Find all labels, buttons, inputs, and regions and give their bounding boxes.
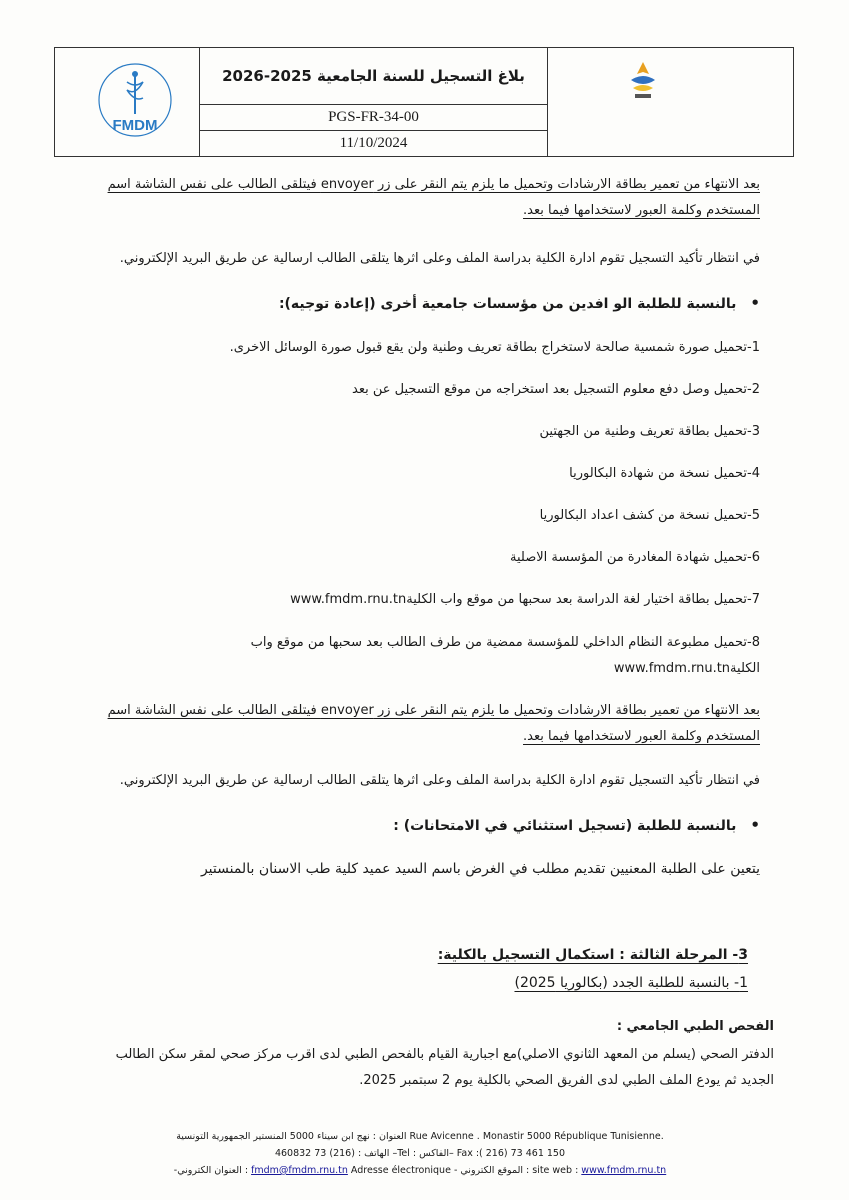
section-heading-exceptional: • بالنسبة للطلبة (تسجيل استثنائي في الامتحانات) : (70, 812, 760, 839)
confirmation-paragraph: في انتظار تأكيد التسجيل تقوم ادارة الكلية بدراسة الملف وعلى اثرها يتلقى الطالب ارسالية عن طريق البريد الإلكتروني. (119, 773, 760, 788)
list-item: 6-تحميل شهادة المغادرة من المؤسسة الاصلية (510, 550, 760, 565)
instruction-line: بعد الانتهاء من تعمير بطاقة الارشادات وتحميل ما يلزم يتم النقر على زر envoyer فيتلقى الطالب على نفس الشاشة اسم (107, 177, 760, 192)
medical-exam-paragraph (70, 1042, 774, 1094)
document-date: 11/10/2024 (339, 134, 408, 151)
fmdm-seal-icon (95, 60, 175, 144)
footer (160, 1128, 680, 1179)
document-code: PGS-FR-34-00 (200, 104, 547, 131)
header-table (54, 47, 794, 157)
university-emblem-icon (623, 58, 663, 108)
footer-phone: الهاتف : (216) 73 460832 –Tel : الفاكس– Fax :( 216) 73 461 150 (274, 1148, 566, 1159)
instruction-block-2 (70, 698, 760, 750)
list-item: 2-تحميل وصل دفع معلوم التسجيل بعد استخراجه من موقع التسجيل عن بعد (352, 382, 760, 397)
footer-email-label: -العنوان الكتروني : (173, 1165, 252, 1176)
instruction-line: المستخدم وكلمة العبور لاستخدامها فيما بعد. (523, 729, 760, 744)
medical-line: الدفتر الصحي (يسلم من المعهد الثانوي الاصلي)مع اجبارية القيام بالفحص الطبي لدى اقرب مركز صحي لمقر سكن الطالب (115, 1047, 774, 1062)
instruction-line: المستخدم وكلمة العبور لاستخدامها فيما بعد. (523, 203, 760, 218)
phase-3-heading: 3- المرحلة الثالثة : استكمال التسجيل بالكلية: (437, 947, 748, 963)
medical-line: الجديد ثم يودع الملف الطبي لدى الفريق الصحي بالكلية يوم 2 سبتمبر 2025. (359, 1073, 774, 1088)
fmdm-logo-text: FMDM (112, 117, 158, 134)
medical-exam-heading: الفحص الطبي الجامعي : (616, 1019, 774, 1034)
footer-website-link[interactable]: www.fmdm.rnu.tn (581, 1165, 667, 1176)
footer-email-link[interactable]: fmdm@fmdm.rnu.tn (251, 1165, 348, 1176)
list-item: 5-تحميل نسخة من كشف اعداد البكالوريا (539, 508, 760, 523)
list-item: 7-تحميل بطاقة اختيار لغة الدراسة بعد سحبها من موقع واب الكليةwww.fmdm.rnu.tn (290, 592, 760, 607)
list-item: 8-تحميل مطبوعة النظام الداخلي للمؤسسة ممضية من طرف الطالب بعد سحبها من موقع واب (250, 635, 760, 650)
confirmation-paragraph: في انتظار تأكيد التسجيل تقوم ادارة الكلية بدراسة الملف وعلى اثرها يتلقى الطالب ارسالية عن طريق البريد الإلكتروني. (119, 251, 760, 266)
list-item: 3-تحميل بطاقة تعريف وطنية من الجهتين (539, 424, 760, 439)
list-item: 4-تحميل نسخة من شهادة البكالوريا (569, 466, 760, 481)
header-title-cell (199, 48, 547, 156)
section-heading-transfer: • بالنسبة للطلبة الو افدين من مؤسسات جامعية أخرى (إعادة توجيه): (70, 290, 760, 317)
new-students-heading: 1- بالنسبة للطلبة الجدد (بكالوريا 2025) (514, 975, 748, 991)
list-item-8 (70, 630, 760, 682)
fmdm-logo (95, 60, 175, 144)
exceptional-paragraph: يتعين على الطلبة المعنيين تقديم مطلب في الغرض باسم السيد عميد كلية طب الاسنان بالمنستير (200, 861, 760, 877)
header-right-cell (547, 48, 793, 156)
list-item: الكليةwww.fmdm.rnu.tn (613, 661, 760, 676)
footer-website-label: Adresse électronique - الموقع الكتروني : site web : (347, 1165, 582, 1176)
footer-address: العنوان : نهج ابن سيناء 5000 المنستير الجمهورية التونسية Rue Avicenne . Monastir 5000 République Tunisienne. (176, 1131, 664, 1142)
document-title: بلاغ التسجيل للسنة الجامعية 2025-2026 (200, 48, 547, 105)
footer-contact (160, 1162, 680, 1179)
instruction-block-1 (70, 172, 760, 224)
instruction-line: بعد الانتهاء من تعمير بطاقة الارشادات وتحميل ما يلزم يتم النقر على زر envoyer فيتلقى الطالب على نفس الشاشة اسم (107, 703, 760, 718)
list-item: 1-تحميل صورة شمسية صالحة لاستخراج بطاقة تعريف وطنية ولن يقع قبول صورة الوسائل الاخرى. (229, 340, 760, 355)
